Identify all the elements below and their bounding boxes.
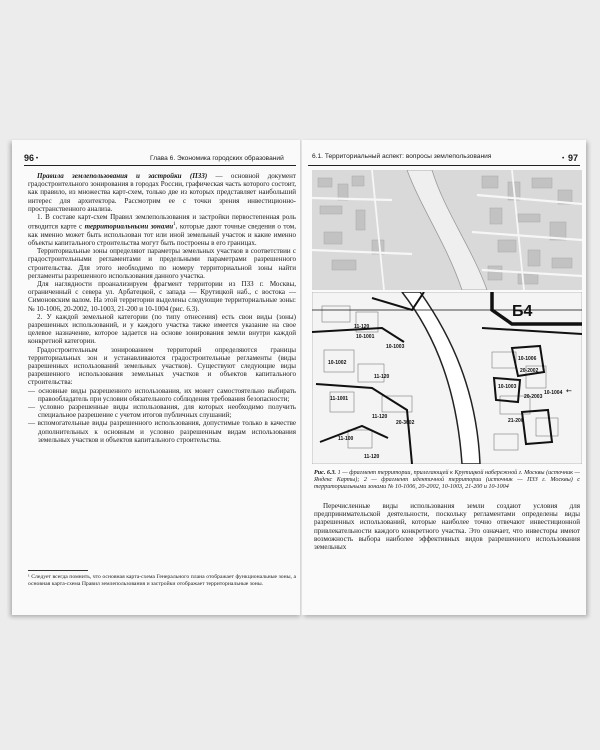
- zone-label: 21-200: [508, 418, 524, 424]
- left-page: [12, 140, 302, 615]
- emphasis: Правила землепользования и застройки (ПЗЗ): [37, 172, 208, 180]
- zone-label: 20-3002: [396, 420, 415, 426]
- right-page: [302, 140, 586, 615]
- zone-label: 10-1006: [518, 356, 537, 362]
- zone-label: 11-120: [372, 414, 388, 420]
- paragraph: Территориальные зоны определяют параметры земельных участков в соответствии с градостроительными регламентами и предельными параметрами разрешенного строительства. Для этого необходимо по номеру территориальной зоны найти регламенты разрешенного использования данного участка.: [28, 247, 296, 280]
- yandex-map-fragment: [312, 170, 582, 290]
- list-item: — основные виды разрешенного использования, их может самостоятельно выбирать правообладатель при условии обязательного соблюдения требования безопасности;: [28, 386, 296, 403]
- page-number: 97: [567, 153, 578, 163]
- zone-label: 10-1002: [328, 360, 347, 366]
- paragraph: 2. У каждой земельной категории (по типу отнесения) есть свои виды (зоны) разрешенных использований, и у каждого участка также имеется указание на свое целевое назначение, которое задается на основе зонирования земли внутри каждой конкретной категории.: [28, 312, 296, 346]
- arrow-left-icon: ←: [566, 387, 572, 395]
- left-body-text: [28, 172, 296, 444]
- bullet: •: [562, 155, 565, 162]
- figure-caption: [314, 470, 580, 491]
- zone-label: 10-1003: [498, 384, 517, 390]
- running-head: Глава 6. Экономика городских образований: [150, 155, 284, 162]
- footnote-ref: 1: [173, 222, 176, 228]
- map-block-label: Б4: [512, 303, 533, 320]
- paragraph: Для наглядности проанализируем фрагмент территории из ПЗЗ г. Москвы, ограниченный с севера ул. Арбатецкой, с запада — Крутицкой наб., с востока — Симоновским валом. На этой территории выделены следующие территориальные зоны: № 10-1006, 20-2002, 10-1003, 21-200 и 10-1004 (рис. 6.3).: [28, 279, 296, 313]
- paragraph: Правила землепользования и застройки (ПЗЗ) — основной документ градостроительного зонирования в городах России, графическая часть которого состоит, как правило, из множества карт-схем, только две из которых представляет наибольший интерес для архитектора. Рассмотрим ее с точки зрения инвестиционно-пространственного анализа.: [28, 172, 297, 213]
- zone-label: 10-1003: [386, 344, 405, 350]
- caption-label: Рис. 6.3.: [314, 470, 337, 476]
- left-running-header: [24, 153, 284, 163]
- zone-label: 11-120: [374, 374, 390, 380]
- list-item: — условно разрешенные виды использования, для которых необходимо получить специальное разрешение с учетом итогов публичных слушаний;: [28, 403, 296, 420]
- paragraph: 1. В составе карт-схем Правил землепользования и застройки первостепенная роль отводится карте с территориальными зонами$^1$, которые дают точные сведения о том, как именно может быть использован тот или иной земельный участок и какие именно объекты капитального строительства могут быть построены в его границах.: [28, 213, 296, 247]
- zone-label: 11-120: [364, 454, 380, 460]
- zone-label: 11-120: [354, 324, 370, 330]
- zone-label: 10-1001: [356, 334, 375, 340]
- emphasis: территориальными зонами: [84, 222, 174, 231]
- header-rule: [24, 165, 296, 166]
- zone-label: 20-2003: [524, 394, 543, 400]
- footnote: ¹ Следует всегда помнить, что основная карта-схема Генерального плана отображает функциональные зоны, а основная карта-схема Правил землепользования и застройки отображает территориальные зоны.: [28, 574, 296, 587]
- right-body-text: [314, 502, 580, 551]
- zone-label: 20-2002: [520, 368, 539, 374]
- paragraph: Перечисленные виды использования земли создают условия для предпринимательской деятельности, поскольку регламентами определены виды разрешенных использований, которые наиболее точно отвечают инвестиционной привлекательности каждого конкретного участка. Это означает, что инвесторы имеют возможность выбора наиболее эффективных видов разрешенного использования земельных: [314, 502, 580, 552]
- zone-label: 11-1001: [330, 396, 349, 402]
- page-number: 96: [24, 153, 35, 163]
- pzz-zoning-map: [312, 292, 582, 464]
- paragraph: Градостроительным зонированием территорий определяются границы территориальных зон и устанавливаются градостроительные регламенты (виды разрешенных использований земельных участков). Существуют следующие виды разрешенного использования земельных участков и объектов капитального строительства:: [28, 345, 296, 387]
- right-running-header: [312, 153, 578, 163]
- caption-text: 1 — фрагмент территории, прилегающей к Крутицкой набережной г. Москвы (источник — Яндекс Карты); 2 — фрагмент идентичной территории (источник — ПЗЗ г. Москвы) с территориальными зонами № 10-1006, 20-2002, 10-1003, 21-200 и 10-1004: [314, 470, 580, 491]
- footnote-rule: [28, 570, 88, 571]
- zone-label: 10-1004: [544, 390, 563, 396]
- bullet: •: [35, 155, 39, 162]
- header-rule: [308, 165, 580, 166]
- zone-label: 11-100: [338, 436, 354, 442]
- running-head: 6.1. Территориальный аспект: вопросы землепользования: [312, 153, 492, 160]
- list-item: — вспомогательные виды разрешенного использования, допустимые только в качестве дополнительных к основным и условно разрешенным видам использования земельных участков и объектов капитального строительства.: [28, 419, 296, 444]
